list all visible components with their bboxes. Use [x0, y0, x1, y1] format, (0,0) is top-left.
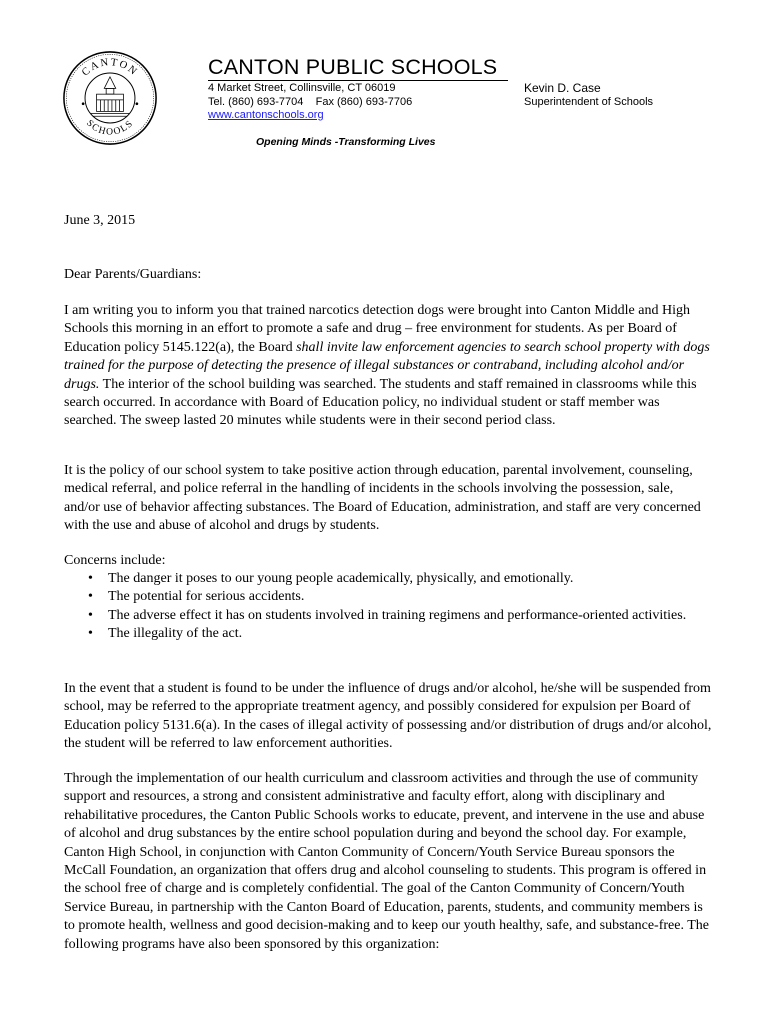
organization-name: CANTON PUBLIC SCHOOLS [208, 55, 498, 79]
paragraph-intro-a: I am writing you to inform you that trained narcotics detection dogs were brought into Canton Middle and High Schools this morning in an effort to promote a safe and drug – free environment for students. As per Board of Education policy 5145.122(a), the Board [64, 303, 690, 355]
paragraph-policy-text: It is the policy of our school system to take positive action through education, parental involvement, counseling, medical referral, and police referral in the handling of incidents in the schools involving the possession, sale, and/or use of behavior affecting substances. The Board of Education, administration, and staff are very concerned with the use and abuse of alcohol and drugs by students. [64, 463, 701, 534]
concern-text: The danger it poses to our young people academically, physically, and emotionally. [108, 571, 574, 586]
phone-fax: Tel. (860) 693-7704 Fax (860) 693-7706 [208, 95, 413, 108]
superintendent-name: Kevin D. Case [524, 81, 601, 95]
school-seal-icon [62, 50, 158, 146]
concern-text: The illegality of the act. [108, 626, 243, 642]
paragraph-intro-b: The interior of the school building was searched. The students and staff remained in classrooms while this search occurred. In accordance with Board of Education policy, no individual student or staff member was searched. The sweep lasted 20 minutes while students were in their second period class. [64, 376, 697, 429]
salutation: Dear Parents/Guardians: [64, 267, 202, 282]
paragraph-programs-text: Through the implementation of our health curriculum and classroom activities and through the use of community support and resources, a strong and consistent administrative and faculty effort, along with disciplinary and rehabilitative procedures, the Canton Public Schools works to educate, prevent, and intervene in the use and abuse of alcohol and drug substances by the entire school population during and beyond the school day. For example, Canton High School, in conjunction with Canton Community of Concern/Youth Service Bureau sponsors the McCall Foundation, an organization that offers drug and alcohol counseling to students. This program is offered in the school free of charge and is completely confidential. The goal of the Canton Community of Concern/Youth Service Bureau, in partnership with the Canton Board of Education, parents, students, and community members is to promote health, wellness and good decision-making and to keep our youth healthy, safe, and substance-free. The following programs have also been sponsored by this organization: [64, 771, 709, 952]
paragraph-consequences [64, 680, 712, 754]
letter-date: June 3, 2015 [64, 213, 136, 228]
paragraph-intro [64, 302, 712, 431]
paragraph-consequences-text: In the event that a student is found to be under the influence of drugs and/or alcohol, he/she will be suspended from school, may be referred to the appropriate treatment agency, and possibly considered for expulsion per Board of Education policy 5131.6(a). In the cases of illegal activity of possessing and/or distribution of drugs and/or alcohol, the student will be referred to law enforcement authorities. [64, 681, 712, 752]
letterhead-rule [208, 80, 508, 81]
paragraph-programs [64, 770, 712, 954]
street-address: 4 Market Street, Collinsville, CT 06019 [208, 82, 396, 94]
bullet: • [88, 571, 93, 586]
bullet: • [88, 589, 93, 605]
policy-quote: shall invite law enforcement agencies to search school property with dogs trained for the purpose of detecting the presence of illegal substances or contraband, including alcohol and/or drugs. [64, 339, 710, 392]
svg-text:CANTON [80, 57, 140, 78]
bullet: • [88, 626, 93, 642]
list-item [64, 588, 704, 606]
paragraph-policy [64, 462, 712, 536]
superintendent-title: Superintendent of Schools [524, 95, 654, 108]
superintendent-block [524, 82, 653, 109]
bullet: • [88, 607, 93, 623]
seal-text-bottom: SCHOOLS [84, 117, 136, 138]
tagline: Opening Minds -Transforming Lives [256, 136, 436, 148]
svg-text:SCHOOLS [84, 118, 136, 138]
website-link[interactable]: www.cantonschools.org [208, 109, 324, 121]
concern-text: The adverse effect it has on students involved in training regimens and performance-oriented activities. [108, 607, 687, 623]
list-item [64, 570, 704, 588]
concerns-label: Concerns include: [64, 553, 166, 568]
list-item [64, 607, 704, 625]
letterhead [208, 54, 497, 80]
concern-text: The potential for serious accidents. [108, 589, 305, 605]
contact-block [208, 82, 412, 123]
list-item [64, 625, 704, 643]
concerns-list [64, 570, 704, 644]
seal-text-top: CANTON [80, 57, 140, 79]
